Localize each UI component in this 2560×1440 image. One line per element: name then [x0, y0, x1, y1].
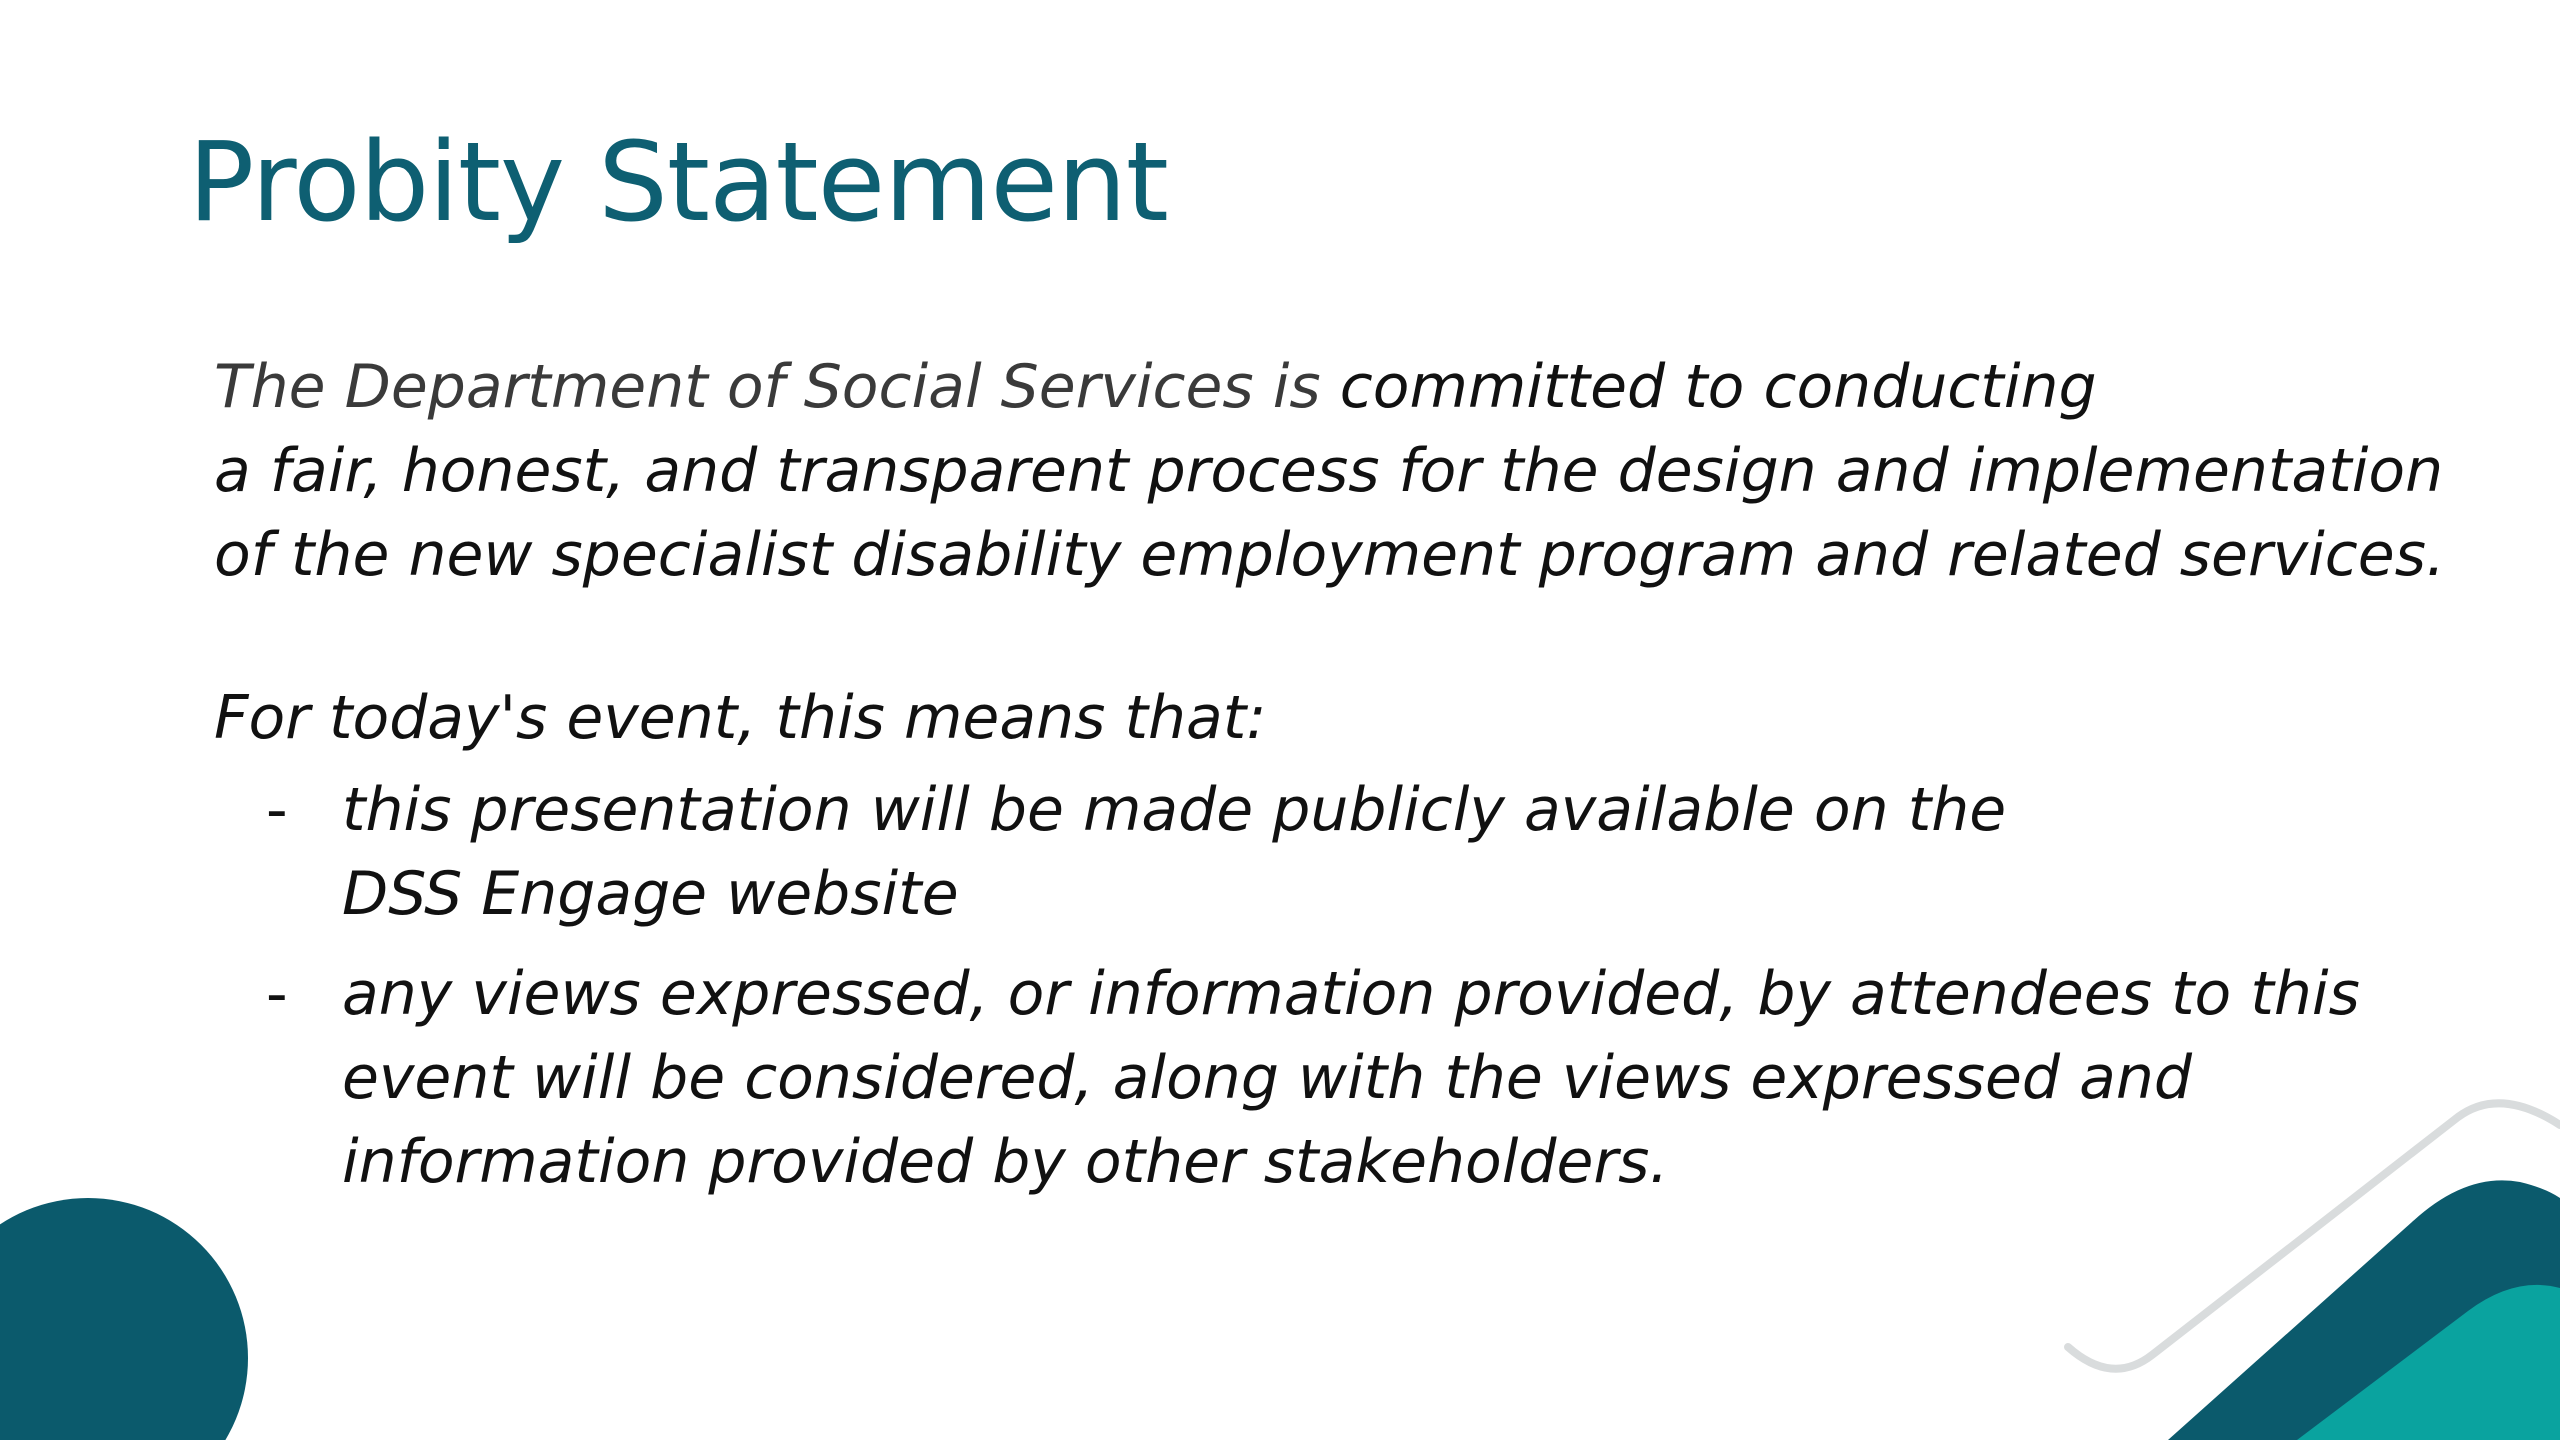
bullet-list: [214, 768, 2360, 1220]
bullet-item-publication: [214, 768, 2354, 936]
intro-line-1-subject: The Department of Social Services is: [214, 352, 1321, 422]
intro-line-1-rest: committed to conducting: [1320, 352, 2097, 422]
intro-line-3: of the new specialist disability employment program and related services.: [214, 520, 2446, 590]
slide-title: Probity Statement: [188, 118, 1168, 246]
bullet-2-line-2: event will be considered, along with the views expressed and: [342, 1043, 2192, 1113]
light-teal-wedge-shape: [2297, 1285, 2560, 1440]
teal-circle-shape: [0, 1198, 248, 1440]
means-heading: For today's event, this means that:: [214, 683, 1267, 753]
intro-paragraph: [214, 345, 2446, 597]
bullet-2-line-1: any views expressed, or information provided, by attendees to this: [342, 959, 2360, 1029]
bullet-dash: -: [266, 959, 288, 1029]
intro-line-1: [214, 345, 2354, 429]
bullet-1-line-1: this presentation will be made publicly available on the: [342, 775, 2007, 845]
bullet-dash: -: [266, 775, 288, 845]
bullet-item-views: [214, 952, 2360, 1204]
intro-line-2: a fair, honest, and transparent process for the design and implementation: [214, 436, 2444, 506]
bullet-1-line-2: DSS Engage website: [342, 859, 959, 929]
bullet-2-line-3: information provided by other stakeholders.: [342, 1127, 1669, 1197]
